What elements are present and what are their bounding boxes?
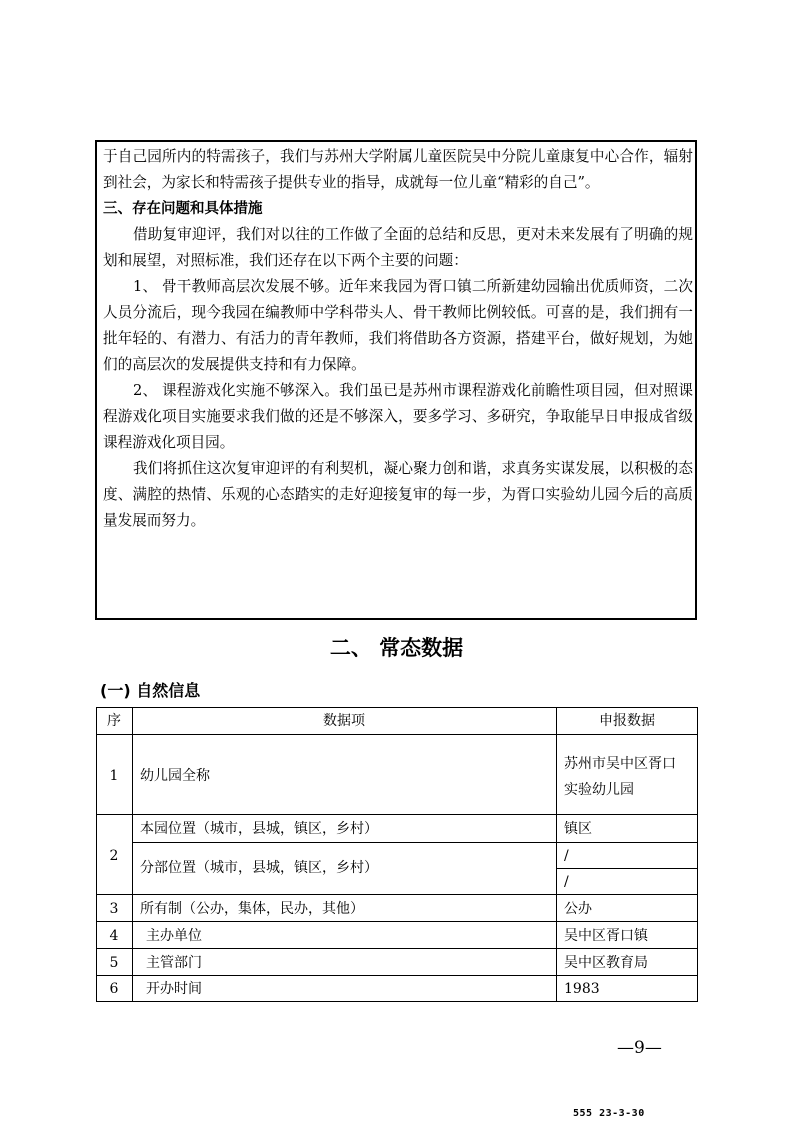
row-2-value-a: 镇区 [564,821,592,837]
print-stamp: 555 23-3-30 [573,1108,645,1119]
section-title: 二、 常态数据 [329,636,464,660]
header-no: 序 [107,713,121,729]
row-5-item: 主管部门 [146,955,202,971]
row-1-value-line2: 实验幼儿园 [564,782,634,798]
row-6-value: 1983 [564,981,600,997]
row-2-value-b1: / [564,848,569,864]
row-3-item: 所有制（公办，集体，民办，其他） [140,901,364,917]
problems-heading: 三、存在问题和具体措施 [103,201,263,217]
row-6-item: 开办时间 [146,981,202,997]
row-2-value-b2: / [564,874,569,890]
page-number: —9— [617,1038,662,1058]
row-1-no: 1 [109,768,119,784]
row-1-item: 幼儿园全称 [140,768,210,784]
row-2-item-b: 分部位置（城市，县城，镇区，乡村） [140,860,378,876]
subsection-title: (一) 自然信息 [100,681,201,700]
row-4-value: 吴中区胥口镇 [564,928,648,944]
row-5-no: 5 [109,955,119,971]
paragraph-2: 借助复审迎评，我们对以往的工作做了全面的总结和反思，更对未来发展有了明确的规划和展望，对照标准，我们还存在以下两个主要的问题： [103,226,693,269]
paragraph-4: 2、 课程游戏化实施不够深入。我们虽已是苏州市课程游戏化前瞻性项目园，但对照课程游戏化项目实施要求我们做的还是不够深入，要多学习、多研究，争取能早日申报成省级课程游戏化项目园。 [103,382,693,451]
row-3-no: 3 [109,901,119,917]
header-value: 申报数据 [599,713,655,729]
row-4-no: 4 [109,928,119,944]
row-6-no: 6 [109,981,119,997]
paragraph-5: 我们将抓住这次复审迎评的有利契机，凝心聚力创和谐，求真务实谋发展，以积极的态度、满腔的热情、乐观的心态踏实的走好迎接复审的每一步，为胥口实验幼儿园今后的高质量发展而努力。 [103,460,693,529]
row-2-no: 2 [109,848,119,864]
paragraph-3: 1、 骨干教师高层次发展不够。近年来我园为胥口镇二所新建幼园输出优质师资，二次人员分流后，现今我园在编教师中学科带头人、骨干教师比例较低。可喜的是，我们拥有一批年轻的、有潜力、有活力的青年教师，我们将借助各方资源，搭建平台，做好规划，为她们的高层次的发展提供支持和有力保障。 [103,278,693,373]
row-3-value: 公办 [564,901,592,917]
row-5-value: 吴中区教育局 [564,955,648,971]
row-2-item-a: 本园位置（城市，县城，镇区，乡村） [140,821,378,837]
header-item: 数据项 [323,713,365,729]
row-1-value-line1: 苏州市吴中区胥口 [564,756,676,772]
paragraph-1: 于自己园所内的特需孩子，我们与苏州大学附属儿童医院吴中分院儿童康复中心合作，辐射到社会，为家长和特需孩子提供专业的指导，成就每一位儿童“精彩的自己”。 [103,148,693,191]
row-4-item: 主办单位 [146,928,202,944]
